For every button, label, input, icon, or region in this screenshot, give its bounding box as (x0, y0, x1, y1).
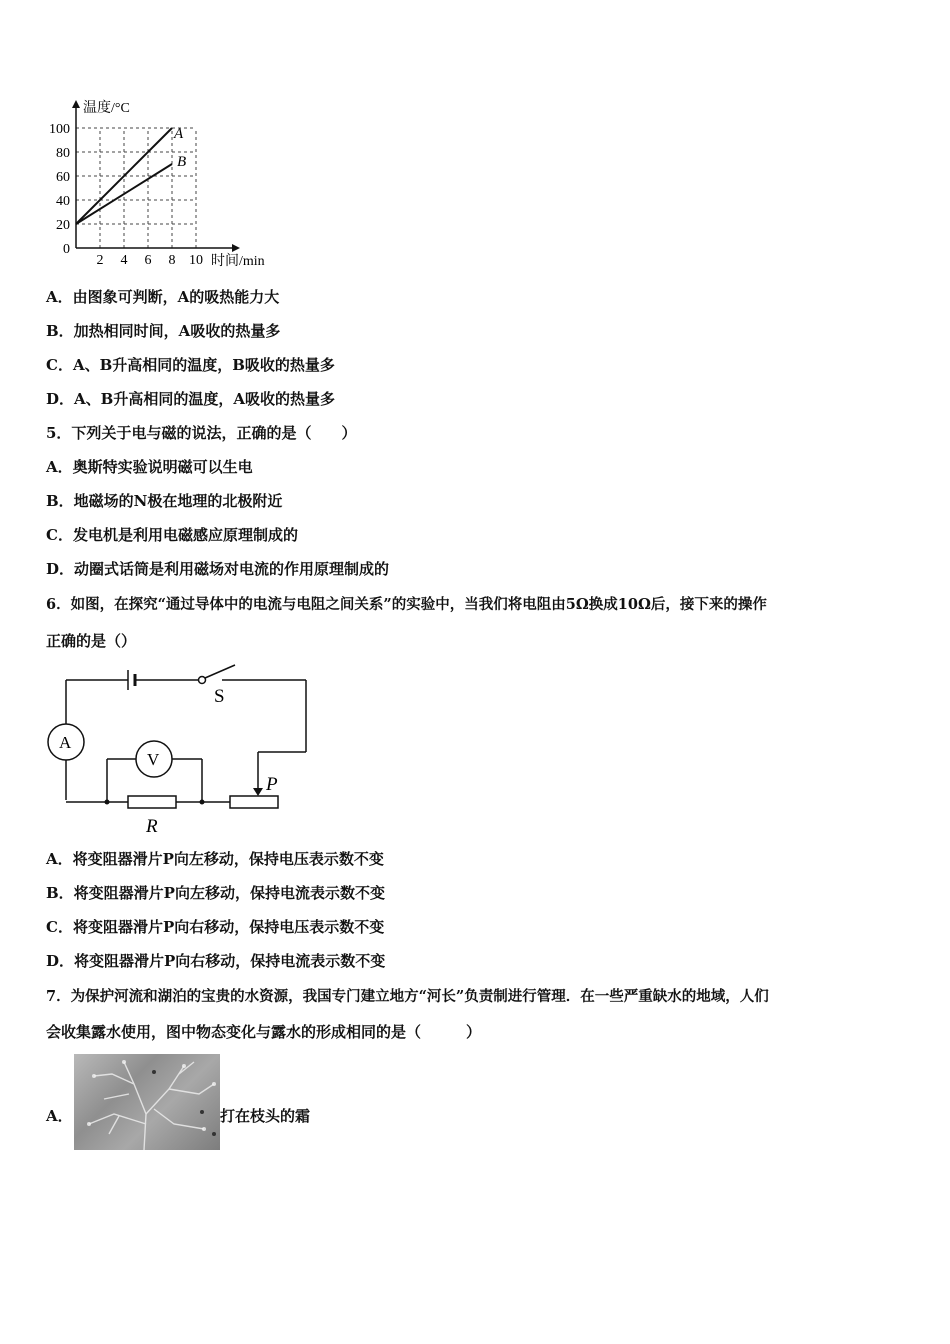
switch-pivot (199, 677, 206, 684)
ammeter-label: A (59, 733, 72, 752)
switch-blade (205, 665, 235, 678)
q4-option-b: B．加热相同时间，A吸收的热量多 (46, 322, 281, 340)
q4-option-d: D．A、B升高相同的温度，A吸收的热量多 (46, 390, 335, 408)
y-tick-label: 100 (49, 122, 70, 137)
voltmeter-label: V (147, 750, 160, 769)
y-tick-label: 80 (56, 146, 70, 161)
q6-option-c: C．将变阻器滑片P向右移动，保持电压表示数不变 (46, 918, 385, 936)
x-tick-label: 6 (144, 253, 152, 268)
y-tick-label: 20 (56, 218, 70, 233)
slider-arrow (253, 788, 263, 796)
y-tick-label: 60 (56, 170, 70, 185)
x-axis-label: 时间/min (211, 254, 265, 269)
q5-option-d: D．动圈式话筒是利用磁场对电流的作用原理制成的 (46, 560, 390, 578)
y-tick-label: 0 (63, 242, 70, 257)
q5-option-b: B．地磁场的N极在地理的北极附近 (46, 492, 283, 510)
q6-option-d: D．将变阻器滑片P向右移动，保持电流表示数不变 (46, 952, 386, 970)
series-a-label: A (174, 126, 184, 142)
x-tick-label: 10 (189, 253, 203, 268)
rheostat (230, 796, 278, 808)
q7-option-a-prefix: A． (46, 1107, 73, 1125)
x-tick-label: 2 (96, 253, 104, 268)
graph-grid (76, 128, 196, 248)
x-tick-label: 8 (168, 253, 176, 268)
q4-option-c: C．A、B升高相同的温度，B吸收的热量多 (46, 356, 335, 374)
q7-stem-line2: 会收集露水使用，图中物态变化与露水的形成相同的是（ ） (46, 1023, 482, 1041)
series-b-label: B (177, 154, 187, 170)
q6-stem-line2: 正确的是（） (46, 632, 137, 650)
q5-stem: 5．下列关于电与磁的说法，正确的是（ ） (46, 424, 357, 442)
q5-option-c: C．发电机是利用电磁感应原理制成的 (46, 526, 298, 544)
circuit-diagram (44, 662, 324, 840)
q6-option-a: A．将变阻器滑片P向左移动，保持电压表示数不变 (46, 850, 384, 868)
q6-option-b: B．将变阻器滑片P向左移动，保持电流表示数不变 (46, 884, 385, 902)
x-tick-label: 4 (120, 253, 128, 268)
frost-on-branches-photo (74, 1054, 220, 1150)
q4-option-a: A．由图象可判断，A的吸热能力大 (46, 288, 280, 306)
q7-stem-line1: 7．为保护河流和湖泊的宝贵的水资源，我国专门建立地方“河长”负责制进行管理．在一些严重缺水的地域，人们 (46, 988, 769, 1005)
resistor-r (128, 796, 176, 808)
resistor-label: R (146, 816, 158, 837)
q7-option-a-text: 打在枝头的霜 (220, 1107, 311, 1125)
temperature-time-graph (40, 96, 290, 272)
y-tick-label: 40 (56, 194, 70, 209)
switch-label: S (214, 686, 225, 707)
q5-option-a: A．奥斯特实验说明磁可以生电 (46, 458, 253, 476)
q6-stem-line1: 6．如图，在探究“通过导体中的电流与电阻之间关系”的实验中，当我们将电阻由5Ω换成10Ω后，接下来的操作 (46, 596, 767, 613)
slider-label: P (266, 774, 278, 795)
y-axis-label: 温度/°C (83, 101, 130, 116)
